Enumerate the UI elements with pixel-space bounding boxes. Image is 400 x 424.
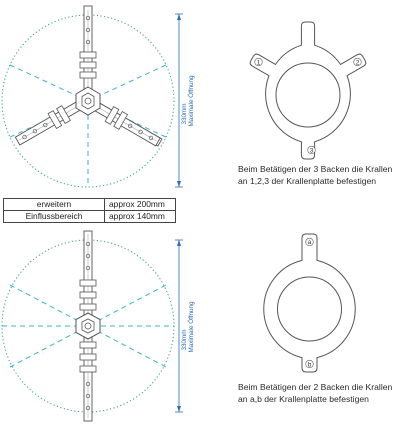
- table-row: [4, 211, 176, 223]
- top-arm-vertical: [80, 6, 96, 92]
- caption-two-jaws: [238, 382, 400, 405]
- claw-plate-three-hole: [276, 63, 340, 127]
- bottom-hub: [76, 313, 100, 339]
- bottom-dimension-label: Maximale Öffnung: [188, 301, 195, 353]
- mark-b-label: b: [307, 361, 312, 369]
- bottom-dimension: [175, 240, 183, 412]
- table-cell-value: approx 140mm: [105, 211, 176, 223]
- bottom-dimension-value: 330mm: [181, 329, 188, 351]
- table-cell-key: Einflussbereich: [4, 211, 105, 223]
- mark-3-label: 3: [309, 147, 314, 155]
- claw-plate-two-tabs: [264, 234, 356, 372]
- top-dimension-value: 330mm: [181, 103, 188, 125]
- spec-table: [3, 198, 176, 223]
- bottom-spreader-diagram: [2, 231, 195, 421]
- mark-2-label: 2: [355, 59, 360, 67]
- mark-1-label: 1: [256, 59, 261, 67]
- caption-line: Beim Betätigen der 3 Backen die Krallen: [238, 164, 393, 174]
- top-dimension-label: Maximale Öffnung: [188, 75, 195, 127]
- top-dimension: [175, 14, 183, 187]
- table-row: [4, 199, 176, 211]
- caption-line: Beim Betätigen der 2 Backen die Krallen: [238, 382, 393, 392]
- table-cell-value: approx 200mm: [105, 199, 176, 211]
- top-arm-left-body: [13, 97, 86, 149]
- mark-a-label: a: [307, 239, 312, 246]
- claw-plate-three-tabs: [250, 22, 366, 159]
- caption-three-jaws: [238, 164, 400, 187]
- claw-plate-two-hole: [278, 277, 342, 341]
- caption-line: an a,b der Krallenplatte befestigen: [238, 393, 369, 404]
- top-spreader-diagram: [2, 6, 195, 187]
- table-cell-key: erweitern: [4, 199, 105, 211]
- caption-line: an 1,2,3 der Krallenplatte befestigen: [238, 175, 377, 186]
